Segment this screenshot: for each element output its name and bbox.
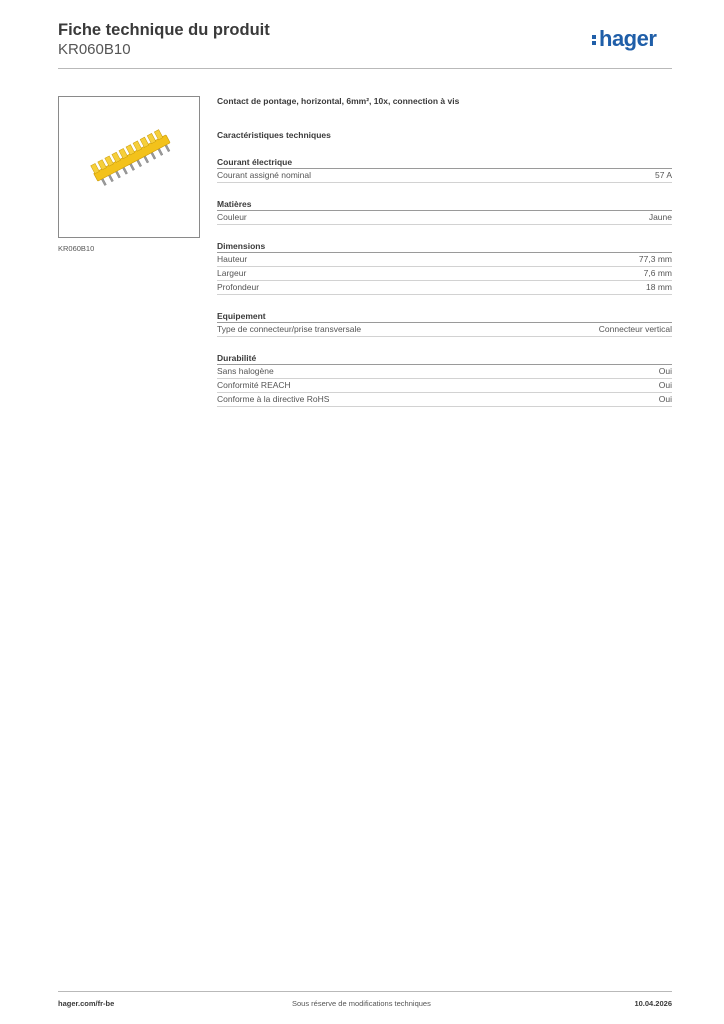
header-divider bbox=[58, 68, 672, 69]
spec-label: Couleur bbox=[217, 212, 247, 222]
spec-group-dimensions bbox=[217, 240, 672, 295]
spec-value: 77,3 mm bbox=[638, 254, 672, 264]
spec-label: Courant assigné nominal bbox=[217, 170, 312, 180]
spec-row bbox=[217, 281, 672, 295]
spec-group-title: Durabilité bbox=[217, 352, 672, 365]
spec-label: Conforme à la directive RoHS bbox=[217, 394, 330, 404]
spec-label: Hauteur bbox=[217, 254, 248, 264]
product-image-frame bbox=[58, 96, 200, 238]
footer-disclaimer: Sous réserve de modifications techniques bbox=[292, 999, 431, 1008]
spec-value: Connecteur vertical bbox=[598, 324, 672, 334]
spec-row bbox=[217, 365, 672, 379]
spec-group-title: Equipement bbox=[217, 310, 672, 323]
page-title: Fiche technique du produit bbox=[58, 21, 270, 39]
spec-value: 18 mm bbox=[646, 282, 672, 292]
spec-content bbox=[217, 96, 672, 407]
spec-label: Largeur bbox=[217, 268, 247, 278]
spec-value: 57 A bbox=[654, 170, 672, 180]
logo-dots-icon bbox=[592, 33, 597, 47]
product-description: Contact de pontage, horizontal, 6mm², 10x, connection à vis bbox=[217, 96, 460, 106]
product-reference: KR060B10 bbox=[58, 41, 131, 58]
spec-value: Jaune bbox=[648, 212, 672, 222]
spec-row bbox=[217, 323, 672, 337]
spec-value: 7,6 mm bbox=[643, 268, 672, 278]
hager-logo bbox=[592, 28, 656, 50]
spec-row bbox=[217, 211, 672, 225]
spec-group-equipement bbox=[217, 310, 672, 337]
spec-row bbox=[217, 267, 672, 281]
spec-label: Sans halogène bbox=[217, 366, 274, 376]
specs-heading: Caractéristiques techniques bbox=[217, 130, 331, 140]
spec-label: Conformité REACH bbox=[217, 380, 291, 390]
spec-row bbox=[217, 169, 672, 183]
spec-value: Oui bbox=[658, 366, 672, 376]
spec-group-title: Dimensions bbox=[217, 240, 672, 253]
spec-row bbox=[217, 393, 672, 407]
spec-row bbox=[217, 379, 672, 393]
image-caption: KR060B10 bbox=[58, 244, 95, 253]
spec-value: Oui bbox=[658, 394, 672, 404]
footer-website-link[interactable]: hager.com/fr-be bbox=[58, 999, 115, 1008]
busbar-comb-icon bbox=[59, 97, 199, 237]
spec-row bbox=[217, 253, 672, 267]
spec-group-title: Courant électrique bbox=[217, 156, 672, 169]
spec-label: Profondeur bbox=[217, 282, 260, 292]
spec-group-title: Matières bbox=[217, 198, 672, 211]
spec-value: Oui bbox=[658, 380, 672, 390]
footer-date: 10.04.2026 bbox=[634, 999, 672, 1008]
spec-label: Type de connecteur/prise transversale bbox=[217, 324, 362, 334]
spec-group-durabilite bbox=[217, 352, 672, 407]
footer-divider bbox=[58, 991, 672, 992]
logo-text: hager bbox=[599, 26, 657, 51]
spec-group-courant bbox=[217, 156, 672, 183]
spec-group-matieres bbox=[217, 198, 672, 225]
